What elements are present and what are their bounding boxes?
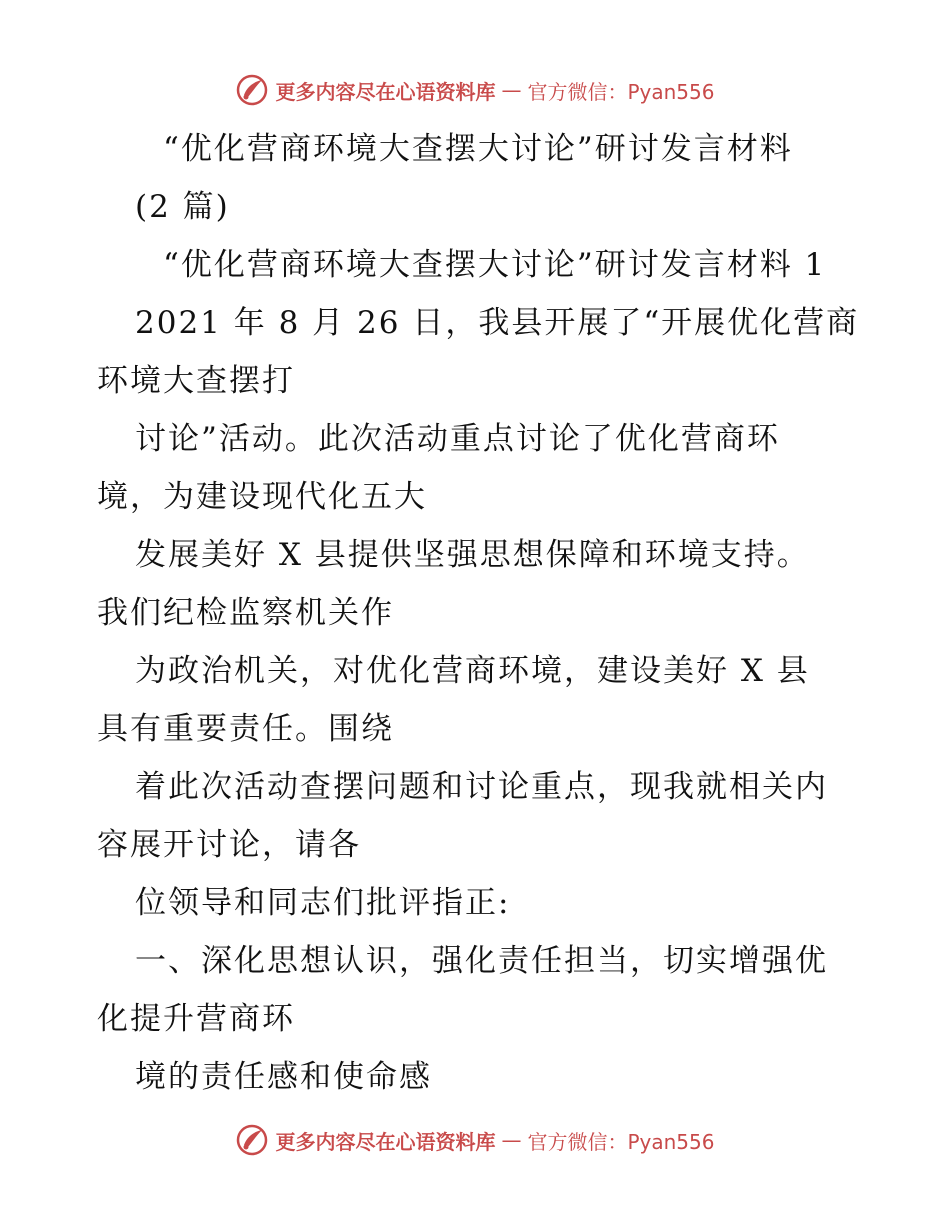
- paragraph-line: 容展开讨论，请各: [97, 827, 361, 863]
- footer-watermark: [0, 1120, 950, 1160]
- brush-logo-icon: [235, 73, 269, 107]
- watermark-contact: 官方微信：Pyan556: [527, 1129, 715, 1154]
- paragraph-line: 发展美好 X 县提供坚强思想保障和环境支持。: [135, 537, 810, 573]
- paragraph-line: 为政治机关，对优化营商环境，建设美好 X 县: [135, 653, 810, 689]
- watermark-site-text: 更多内容尽在心语资料库: [275, 79, 496, 104]
- paragraph-line: 具有重要责任。围绕: [97, 711, 394, 747]
- section-title: “优化营商环境大查摆大讨论”研讨发言材料 1: [163, 247, 827, 283]
- watermark-dash: —: [501, 1128, 522, 1152]
- paragraph-line: 环境大查摆打: [97, 363, 295, 399]
- watermark-contact: 官方微信：Pyan556: [527, 79, 715, 104]
- document-subtitle: (2 篇): [135, 189, 230, 225]
- paragraph-line: 我们纪检监察机关作: [97, 595, 394, 631]
- paragraph-line: 2021 年 8 月 26 日，我县开展了“开展优化营商: [135, 305, 860, 341]
- document-title: “优化营商环境大查摆大讨论”研讨发言材料: [163, 131, 793, 167]
- paragraph-line: 境，为建设现代化五大: [97, 479, 427, 515]
- brush-logo-icon: [235, 1123, 269, 1157]
- header-watermark: [0, 70, 950, 110]
- paragraph-line: 着此次活动查摆问题和讨论重点，现我就相关内: [135, 769, 828, 805]
- document-body: [97, 120, 860, 1106]
- paragraph-line: 讨论”活动。此次活动重点讨论了优化营商环: [135, 421, 780, 457]
- watermark-site-text: 更多内容尽在心语资料库: [275, 1129, 496, 1154]
- heading-line: 化提升营商环: [97, 1001, 295, 1037]
- watermark-dash: —: [501, 78, 522, 102]
- heading-line: 一、深化思想认识，强化责任担当，切实增强优: [135, 943, 828, 979]
- paragraph-line: 位领导和同志们批评指正:: [135, 885, 511, 921]
- heading-line: 境的责任感和使命感: [135, 1059, 432, 1095]
